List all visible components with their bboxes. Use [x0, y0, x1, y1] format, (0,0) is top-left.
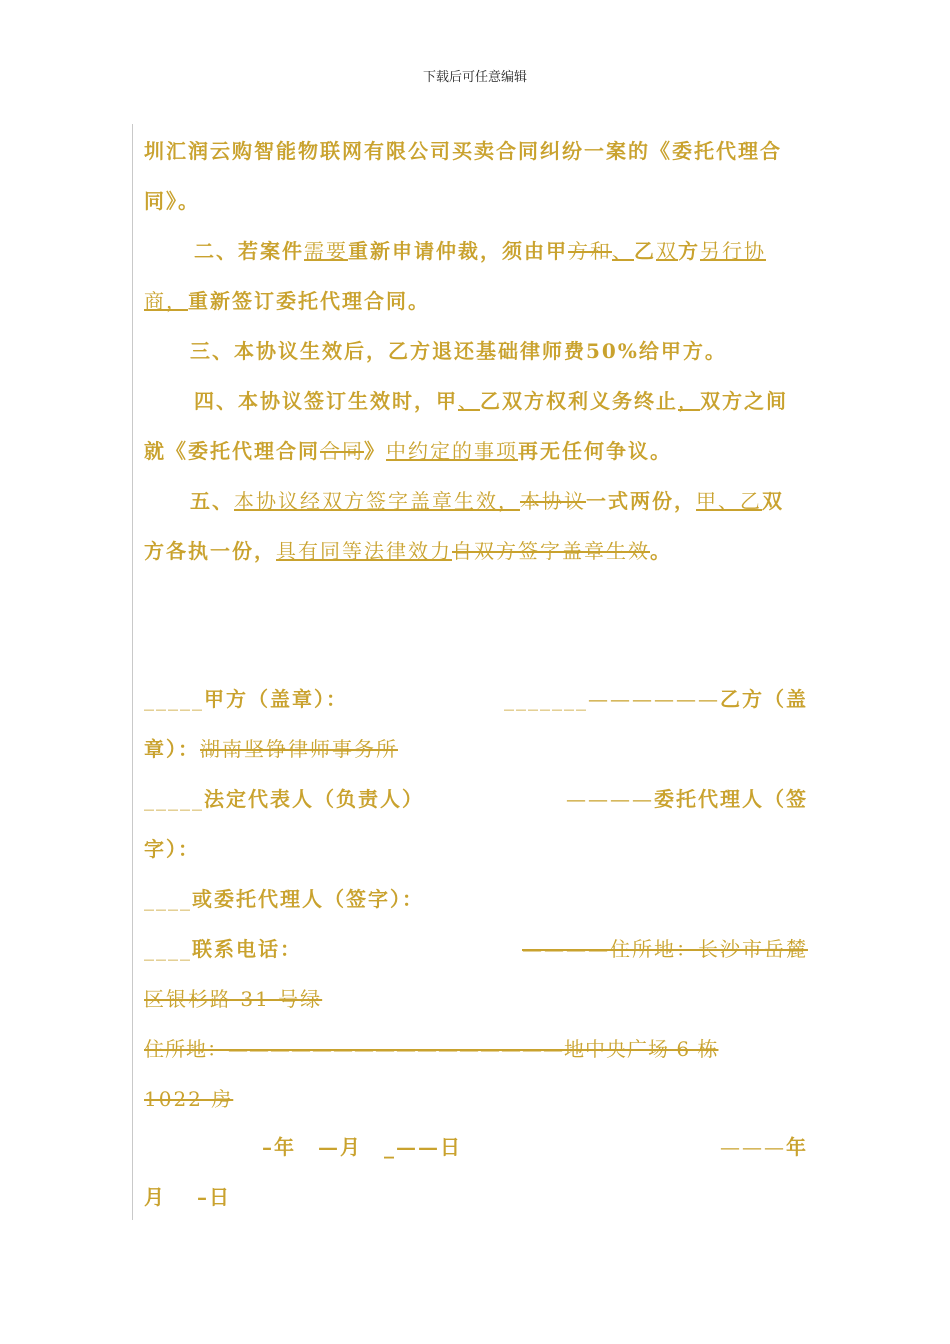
clause-3: 三、本协议生效后，乙方退还基础律师费50%给甲方。	[190, 339, 727, 363]
agent-signature-label-cont: 字）：	[144, 837, 200, 861]
deleted-text: 合同	[320, 439, 364, 463]
dash-line: ——————	[588, 687, 720, 711]
clause-4-text: 》	[364, 439, 386, 463]
signature-row-phone	[144, 934, 808, 964]
dash-line: ———	[720, 1135, 786, 1159]
blank-line: _______	[504, 687, 588, 711]
inserted-text: 、	[458, 389, 480, 413]
clause-5-text: 双	[762, 489, 784, 513]
deleted-firm-name: 湖南坚铮律师事务所	[200, 737, 398, 761]
clause-5-text: 方各执一份，	[144, 539, 276, 563]
clause-2-text: 重新签订委托代理合同。	[188, 289, 430, 313]
deleted-address-line-2: 区银杉路 31 号绿	[144, 987, 323, 1011]
deleted-address-line-4: 1022 房	[144, 1087, 234, 1111]
party-b-seal-group	[504, 684, 808, 714]
clause-5-line-1	[190, 486, 784, 516]
deleted-address-line-3: 住所地：————————————————地中央广场 6 栋	[144, 1037, 719, 1061]
party-b-seal-label-cont: 章）：	[144, 737, 200, 761]
agent-signature-group	[566, 784, 808, 814]
clause-5-text: 一式两份，	[586, 489, 696, 513]
clause-4-text: 双方之间	[700, 389, 788, 413]
clause-4-text: 乙双方权利义务终止	[480, 389, 678, 413]
clause-1-line-1: 圳汇润云购智能物联网有限公司买卖合同纠纷一案的《委托代理合	[144, 139, 782, 163]
margin-rule	[132, 124, 133, 1220]
inserted-text: 中约定的事项	[386, 439, 518, 463]
blank-line: _____	[144, 787, 204, 811]
blank-line: ____	[144, 937, 192, 961]
deleted-text: 自双方签字盖章生效	[452, 539, 650, 563]
inserted-text: 需要	[304, 239, 348, 263]
signature-row-or-agent	[144, 884, 424, 914]
dash-line: ————	[566, 787, 654, 811]
phone-label: 联系电话：	[192, 937, 302, 961]
inserted-text: 商，	[144, 289, 188, 313]
clause-2-text: 方	[678, 239, 700, 263]
clause-2-line-1	[194, 236, 766, 266]
party-a-seal-label: 甲方（盖章）：	[204, 687, 348, 711]
inserted-text: 甲、乙	[696, 489, 762, 513]
legal-representative-label: 法定代表人（负责人）	[204, 787, 424, 811]
clause-4-line-1	[194, 386, 788, 416]
deleted-text: 方和	[568, 239, 612, 263]
party-b-seal-label: 乙方（盖	[720, 687, 808, 711]
date-party-b-cont: 月 –日	[144, 1185, 231, 1209]
deleted-address: ————住所地：长沙市岳麓	[522, 937, 808, 961]
clause-4-text: 再无任何争议。	[518, 439, 672, 463]
inserted-text: 具有同等法律效力	[276, 539, 452, 563]
inserted-text: ，	[678, 389, 700, 413]
inserted-text: 本协议经双方签字盖章生效，	[234, 489, 520, 513]
clause-2-text: 乙	[634, 239, 656, 263]
clause-2-text: 重新申请仲裁，须由甲	[348, 239, 568, 263]
clause-5-line-2	[144, 536, 672, 566]
inserted-text: 双	[656, 239, 678, 263]
clause-5-text: 五、	[190, 489, 234, 513]
inserted-text: 、	[612, 239, 634, 263]
date-party-b	[720, 1132, 808, 1162]
signature-row-representative	[144, 784, 808, 814]
agent-signature-label: 委托代理人（签	[654, 787, 808, 811]
clause-2-line-2	[144, 286, 430, 316]
date-party-a: –年 —月 _——日	[262, 1135, 462, 1159]
signature-row-parties	[144, 684, 808, 714]
clause-4-line-2	[144, 436, 672, 466]
page-header: 下载后可任意编辑	[422, 70, 527, 85]
blank-line: ____	[144, 887, 192, 911]
clause-4-text: 四、本协议签订生效时，甲	[194, 389, 458, 413]
clause-2-text: 二、若案件	[194, 239, 304, 263]
clause-1-line-2: 同》。	[144, 189, 200, 213]
clause-4-text: 就《委托代理合同	[144, 439, 320, 463]
or-agent-label: 或委托代理人（签字）：	[192, 887, 424, 911]
inserted-text: 另行协	[700, 239, 766, 263]
clause-5-text: 。	[650, 539, 672, 563]
date-year-label: 年	[786, 1135, 808, 1159]
signature-row-firm	[144, 734, 398, 764]
signature-row-dates	[144, 1132, 808, 1162]
blank-line: _____	[144, 687, 204, 711]
deleted-text: 本协议	[520, 489, 586, 513]
